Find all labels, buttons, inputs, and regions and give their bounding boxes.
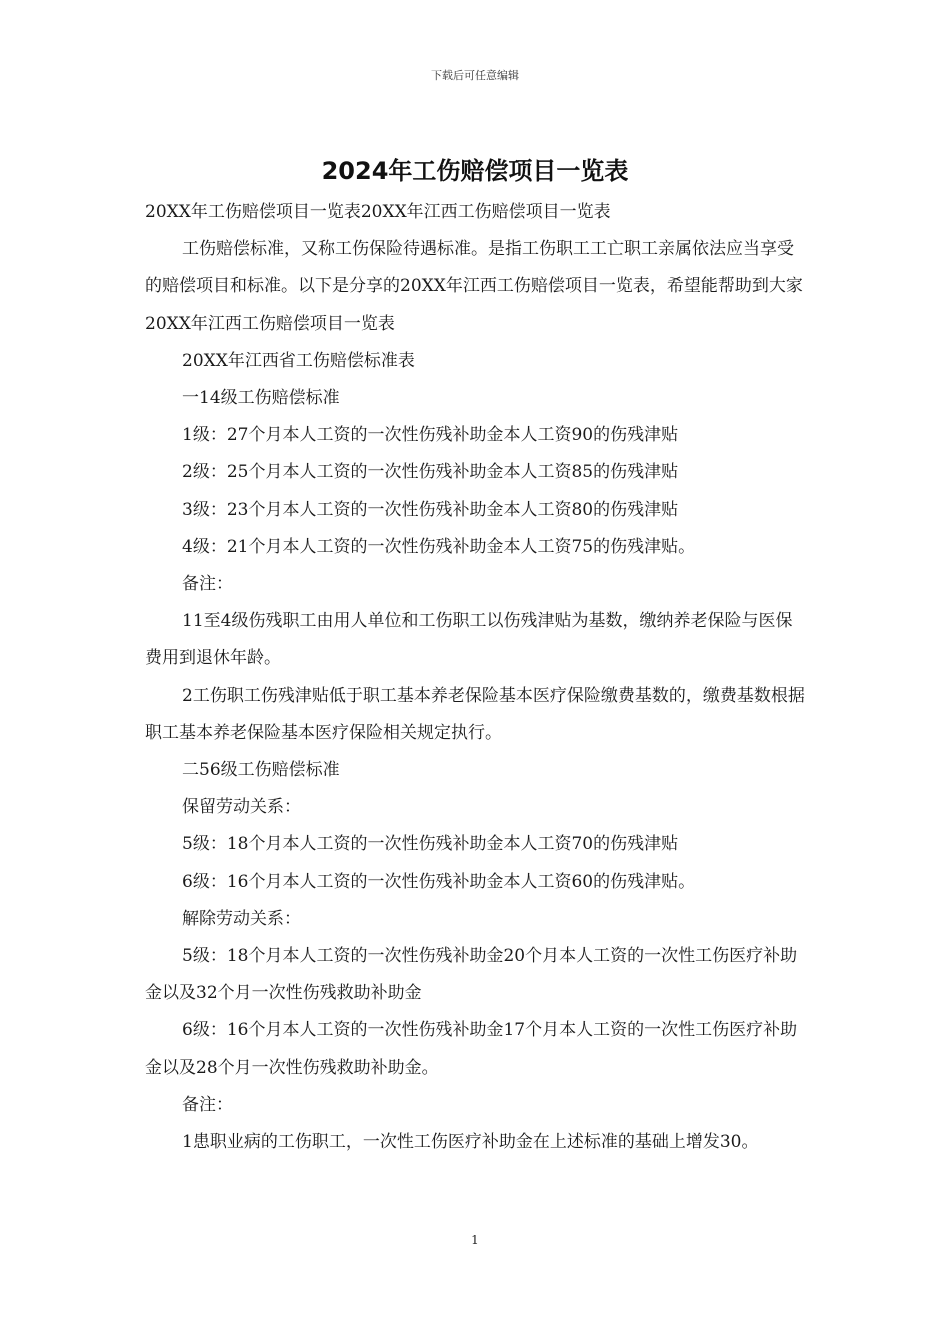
body-paragraph: 一14级工伤赔偿标准 [182,388,340,409]
body-paragraph: 20XX年江西省工伤赔偿标准表 [182,350,415,371]
body-paragraph: 5级：18个月本人工资的一次性伤残补助金20个月本人工资的一次性工伤医疗补助金以及32个月一次性伤残救助补助金 [145,946,798,1004]
body-paragraph: 解除劳动关系： [182,908,301,929]
body-paragraph: 6级：16个月本人工资的一次性伤残补助金17个月本人工资的一次性工伤医疗补助金以及28个月一次性伤残救助补助金。 [145,1020,798,1078]
body-paragraph: 工伤赔偿标准，又称工伤保险待遇标准。是指工伤职工工亡职工亲属依法应当享受的赔偿项目和标准。以下是分享的20XX年江西工伤赔偿项目一览表，希望能帮助到大家20XX年江西工伤赔偿项目一览表 [145,239,803,334]
body-paragraph: 3级：23个月本人工资的一次性伤残补助金本人工资80的伤残津贴 [182,499,679,520]
body-paragraph: 11至4级伤残职工由用人单位和工伤职工以伤残津贴为基数，缴纳养老保险与医保费用到退休年龄。 [145,611,793,669]
body-paragraph: 备注： [182,1094,233,1115]
body-paragraph: 5级：18个月本人工资的一次性伤残补助金本人工资70的伤残津贴 [182,834,679,855]
body-paragraph: 2工伤职工伤残津贴低于职工基本养老保险基本医疗保险缴费基数的，缴费基数根据职工基本养老保险基本医疗保险相关规定执行。 [145,685,805,743]
body-paragraph: 1级：27个月本人工资的一次性伤残补助金本人工资90的伤残津贴 [182,425,679,446]
body-paragraph: 20XX年工伤赔偿项目一览表20XX年江西工伤赔偿项目一览表 [145,202,611,222]
document-title: 2024年工伤赔偿项目一览表 [321,157,629,185]
body-paragraph: 二56级工伤赔偿标准 [182,760,340,781]
body-paragraph: 1患职业病的工伤职工，一次性工伤医疗补助金在上述标准的基础上增发30。 [182,1132,759,1153]
body-paragraph: 备注： [182,574,233,595]
body-paragraph: 4级：21个月本人工资的一次性伤残补助金本人工资75的伤残津贴。 [182,536,696,557]
header-note: 下载后可任意编辑 [431,69,519,82]
document-body [145,194,809,1161]
body-paragraph: 保留劳动关系： [182,797,301,818]
body-paragraph: 6级：16个月本人工资的一次性伤残补助金本人工资60的伤残津贴。 [182,871,696,892]
body-paragraph: 2级：25个月本人工资的一次性伤残补助金本人工资85的伤残津贴 [182,462,679,483]
page-number: 1 [471,1233,479,1247]
